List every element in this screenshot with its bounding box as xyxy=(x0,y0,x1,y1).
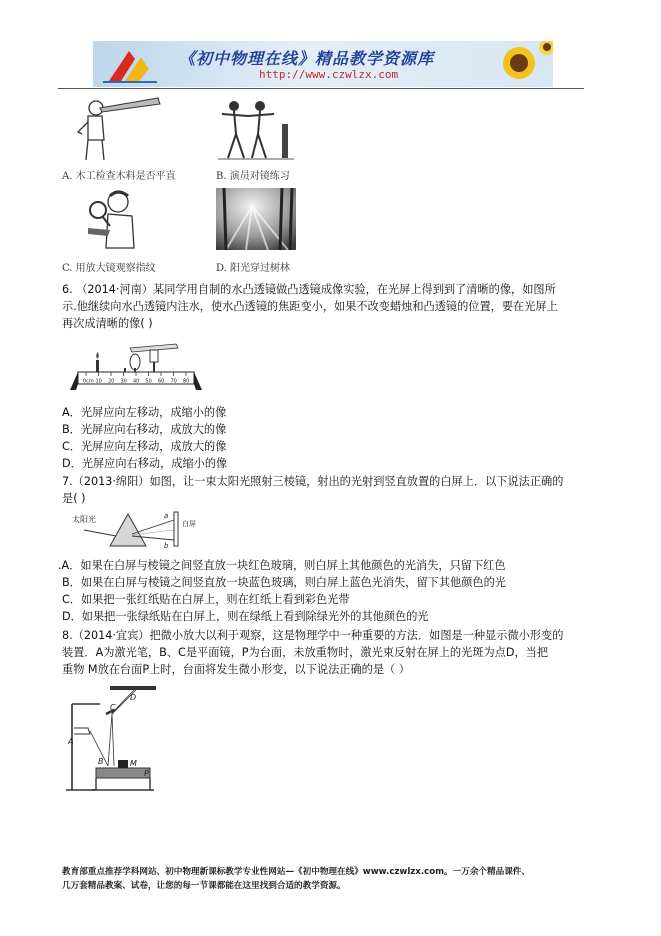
q6-option-c: C．光屏应向左移动，成放大的像 xyxy=(62,440,227,453)
figure-d-forest xyxy=(216,188,296,250)
q7-screen-label: 白屏 xyxy=(182,520,196,528)
banner-title: 《初中物理在线》精品教学资源库 xyxy=(179,49,435,68)
q6-ruler-tick-label: 0cm xyxy=(83,378,94,385)
q8-label-a: A xyxy=(68,737,74,746)
q7-sunlight-label: 太阳光 xyxy=(72,515,96,524)
q8-label-b: B xyxy=(98,757,104,766)
q7-prism-figure xyxy=(70,506,200,550)
q8-label-d: D xyxy=(130,693,137,702)
q8-apparatus-figure xyxy=(62,684,166,794)
q6-ruler-tick-label: 40 xyxy=(133,378,140,385)
q7-option-a: .A．如果在白屏与棱镜之间竖直放一块红色玻璃，则白屏上其他颜色的光消失，只留下红色 xyxy=(58,559,506,572)
q8-line-3: 重物 M放在台面P上时，台面将发生微小形变，以下说法正确的是（ ） xyxy=(62,663,410,676)
header-divider xyxy=(58,88,584,89)
figure-a-caption: A. 木工检查木料是否平直 xyxy=(62,171,176,182)
figure-b-dancers xyxy=(218,96,294,162)
q6-line-3: 再次成清晰的像( ) xyxy=(62,317,153,330)
figure-b-caption: B. 演员对镜练习 xyxy=(216,171,290,182)
figure-d-caption: D. 阳光穿过树林 xyxy=(216,263,291,274)
q7-option-b: B．如果在白屏与棱镜之间竖直放一块蓝色玻璃，则白屏上蓝色光消失，留下其他颜色的光 xyxy=(62,576,506,589)
figure-a-carpenter xyxy=(74,94,164,162)
q6-ruler-tick-label: 80 xyxy=(183,378,190,385)
q6-option-a: A．光屏应向左移动，成缩小的像 xyxy=(62,406,227,419)
q7-label-a: a xyxy=(164,512,169,520)
q7-line-1: 7.（2013·绵阳）如图，让一束太阳光照射三棱镜，射出的光射到竖直放置的白屏上．以下说法正确的 xyxy=(62,475,564,488)
q6-ruler-tick-label: 70 xyxy=(170,378,177,385)
q8-label-c: C xyxy=(110,703,116,712)
footer-line-2: 几万套精品教案、试卷，让您的每一节课都能在这里找到合适的教学资源。 xyxy=(62,881,346,891)
figure-c-caption: C. 用放大镜观察指纹 xyxy=(62,263,156,274)
q8-line-1: 8.（2014·宜宾）把微小放大以利于观察，这是物理学中一种重要的方法．如图是一种显示微小形变的 xyxy=(62,629,564,642)
q6-ruler-tick-label: 30 xyxy=(120,378,127,385)
q8-label-p: P xyxy=(144,769,149,778)
header-banner xyxy=(93,41,553,87)
q6-line-2: 示.他继续向水凸透镜内注水，使水凸透镜的焦距变小，如果不改变蜡烛和凸透镜的位置，要在光屏上 xyxy=(62,300,558,313)
q7-option-d: D．如果把一张绿纸贴在白屏上，则在绿纸上看到除绿光外的其他颜色的光 xyxy=(62,610,429,623)
banner-url: http://www.czwlzx.com xyxy=(259,68,399,81)
q8-label-m: M xyxy=(130,759,137,768)
q6-line-1: 6. （2014·河南）某同学用自制的水凸透镜做凸透镜成像实验，在光屏上得到到了清晰的像，如图所 xyxy=(62,283,556,296)
q6-ruler-tick-label: 60 xyxy=(158,378,165,385)
q7-line-2: 是( ) xyxy=(62,492,86,505)
q6-option-d: D．光屏应向右移动，成缩小的像 xyxy=(62,457,228,470)
q7-label-b: b xyxy=(164,542,169,550)
logo-icon xyxy=(101,45,163,85)
q6-ruler-tick-label: 10 xyxy=(95,378,102,385)
footer-line-1: 教育部重点推荐学科网站、初中物理新课标教学专业性网站—《初中物理在线》www.czwlzx.com。一万余个精品课件、 xyxy=(62,867,530,877)
q6-ruler-tick-label: 50 xyxy=(145,378,152,385)
q7-option-c: C．如果把一张红纸贴在白屏上，则在红纸上看到彩色光带 xyxy=(62,593,350,606)
q6-optical-bench-figure xyxy=(66,338,206,394)
q6-option-b: B．光屏应向右移动，成放大的像 xyxy=(62,423,227,436)
q8-line-2: 装置．A为激光笔，B、C是平面镜，P为台面，未放重物时，激光束反射在屏上的光斑为点D，当把 xyxy=(62,646,549,659)
q6-ruler-tick-label: 20 xyxy=(108,378,115,385)
sunflower-icon xyxy=(485,41,553,87)
figure-c-magnifier xyxy=(84,188,144,252)
